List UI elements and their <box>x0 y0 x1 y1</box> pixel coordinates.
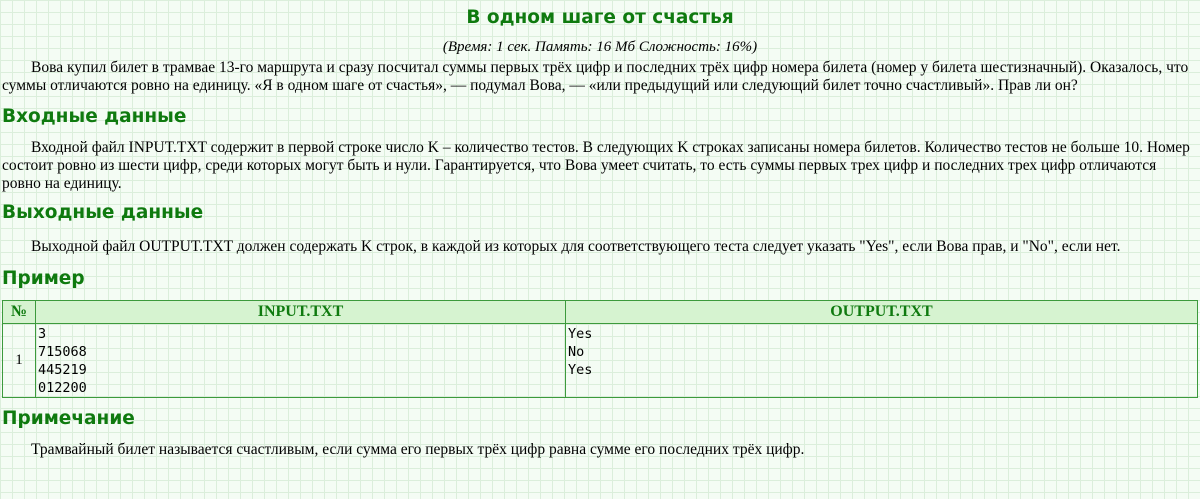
sample-output-text: Yes No Yes <box>568 326 593 378</box>
example-heading: Пример <box>2 268 85 289</box>
output-description: Выходной файл OUTPUT.TXT должен содержать K строк, в каждой из которых для соответствующего теста следует указать "Yes", если Вова прав, и "No", если нет. <box>31 238 1121 255</box>
sample-table-header-row <box>3 301 1198 324</box>
sample-output-cell <box>566 324 1198 398</box>
note-text: Трамвайный билет называется счастливым, если сумма его первых трёх цифр равна сумме его последних трёх цифр. <box>31 441 805 458</box>
sample-input-text: 3 715068 445219 012200 <box>38 326 87 396</box>
input-heading: Входные данные <box>2 106 187 127</box>
problem-title: В одном шаге от счастья <box>466 7 734 28</box>
output-heading: Выходные данные <box>2 202 204 223</box>
sample-table <box>2 300 1198 398</box>
problem-statement: Вова купил билет в трамвае 13-го маршрута и сразу посчитал суммы первых трёх цифр и последних трёх цифр номера билета (номер у билета шестизначный). Оказалось, что суммы отличаются ровно на единицу. «Я в одном шаге от счастья», — подумал Вова, — «или предыдущий или следующий билет точно счастливый». Прав ли он? <box>2 59 1189 94</box>
sample-input-cell <box>36 324 566 398</box>
problem-page <box>2 0 1198 459</box>
col-header-output: OUTPUT.TXT <box>566 301 1198 324</box>
table-row <box>3 324 1198 398</box>
col-header-input: INPUT.TXT <box>36 301 566 324</box>
col-header-number: № <box>3 301 36 324</box>
note-heading: Примечание <box>2 408 135 429</box>
test-number: 1 <box>3 324 36 398</box>
problem-limits: (Время: 1 сек. Память: 16 Мб Сложность: 16%) <box>442 39 758 55</box>
input-description: Входной файл INPUT.TXT содержит в первой строке число K – количество тестов. В следующих K строках записаны номера билетов. Количество тестов не больше 10. Номер состоит ровно из шести цифр, среди которых могут быть и нули. Гарантируется, что Вова умеет считать, то есть суммы первых трех цифр и последних трех цифр отличаются ровно на единицу. <box>2 139 1190 192</box>
